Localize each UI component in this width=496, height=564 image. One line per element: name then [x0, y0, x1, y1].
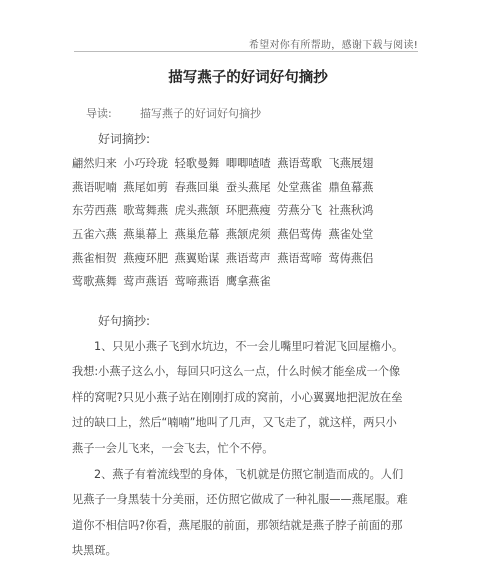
- paragraph-line: 我想:小燕子这么小，每回只叼这么一点，什么时候才能垒成一个像: [72, 365, 401, 379]
- sentence-paragraph-2: [72, 462, 434, 564]
- header-note: 希望对你有所帮助，感谢下载与阅读!: [248, 40, 418, 51]
- paragraph-line: 2、燕子有着流线型的身体，飞机就是仿照它制造而成的。人们: [94, 468, 404, 481]
- intro-text: 描写燕子的好词好句摘抄: [140, 107, 261, 120]
- paragraph-line: 燕子一会儿飞来，一会飞去，忙个不停。: [72, 441, 274, 455]
- paragraph-line: 块黑斑。: [72, 544, 117, 558]
- page-title: 描写燕子的好词好句摘抄: [168, 70, 328, 86]
- word-line: 翩然归来 小巧玲珑 轻歌曼舞 唧唧喳喳 燕语莺歌 飞燕展翅: [72, 157, 374, 170]
- word-line: 燕语呢喃 燕尾如剪 春燕回巢 蚕头燕尾 处堂燕雀 鼎鱼幕燕: [72, 180, 374, 194]
- words-heading: 好词摘抄:: [98, 132, 151, 146]
- word-list: [72, 152, 432, 294]
- intro-label: 导读:: [86, 107, 112, 120]
- sentence-paragraph-1: [72, 334, 434, 461]
- word-line: 莺歌燕舞 莺声燕语 莺啼燕语 鹰拿燕雀: [72, 275, 271, 289]
- paragraph-line: 过的缺口上，然后“喃喃”地叫了几声，又飞走了，就这样，两只小: [72, 416, 397, 430]
- word-line: 五雀六燕 燕巢幕上 燕巢危幕 燕颔虎须 燕侣莺俦 燕雀处堂: [72, 228, 374, 242]
- paragraph-line: 样的窝呢?只见小燕子站在刚刚打成的窝前，小心翼翼地把泥放在垒: [72, 390, 403, 404]
- paragraph-line: 1、只见小燕子飞到水坑边，不一会儿嘴里叼着泥飞回屋檐小。: [94, 340, 404, 353]
- paragraph-line: 见燕子一身黑装十分美丽，还仿照它做成了一种礼服——燕尾服。难: [72, 493, 408, 507]
- word-line: 东劳西燕 歌莺舞燕 虎头燕颔 环肥燕瘦 劳燕分飞 社燕秋鸿: [72, 204, 374, 218]
- sentences-heading: 好句摘抄:: [98, 314, 151, 328]
- header-divider: [74, 51, 418, 52]
- intro: [86, 105, 261, 121]
- word-line: 燕雀相贺 燕瘦环肥 燕翼贻谋 燕语莺声 燕语莺啼 莺俦燕侣: [72, 251, 374, 265]
- paragraph-line: 道你不相信吗?你看，燕尾服的前面，那领结就是燕子脖子前面的那: [72, 518, 403, 532]
